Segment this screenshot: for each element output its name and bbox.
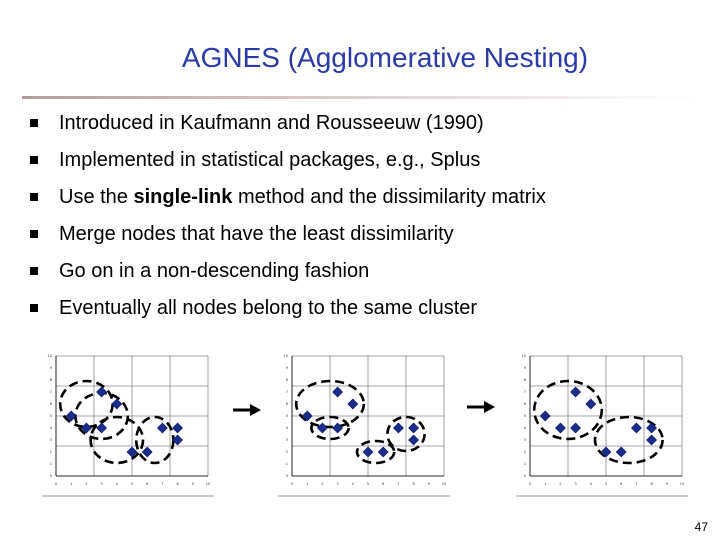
x-tick-label: 5 [130,482,134,486]
y-tick-label: 0 [285,474,288,478]
x-tick-label: 0 [54,482,58,486]
data-point [348,399,358,409]
title-divider [22,96,698,99]
bullet-text: Use the [59,186,134,208]
data-point [647,435,657,445]
x-tick-label: 3 [574,482,577,486]
y-tick-label: 2 [285,450,288,454]
square-bullet-icon [30,156,38,164]
right-arrow-icon [232,403,262,417]
y-tick-label: 10 [283,354,288,358]
x-tick-label: 1 [70,482,73,486]
y-tick-label: 8 [523,378,526,382]
y-tick-label: 1 [285,462,288,466]
y-tick-label: 9 [285,366,288,370]
x-tick-label: 10 [441,482,447,486]
y-tick-label: 8 [49,378,52,382]
data-point [157,423,167,433]
square-bullet-icon [30,304,38,312]
square-bullet-icon [30,119,38,127]
data-point [571,387,581,397]
y-tick-label: 4 [285,426,288,430]
y-tick-label: 10 [47,354,52,358]
bullet-item [28,256,708,293]
x-tick-label: 5 [604,482,608,486]
x-tick-label: 10 [205,482,211,486]
y-tick-label: 6 [285,402,288,406]
x-tick-label: 7 [161,482,164,486]
data-point [363,447,373,457]
x-tick-label: 1 [544,482,547,486]
data-point [97,387,107,397]
x-tick-label: 7 [635,482,638,486]
data-point [409,423,419,433]
bullet-text: Merge nodes that have the least dissimilarity [59,223,454,245]
y-tick-label: 7 [49,390,52,394]
x-tick-label: 9 [191,482,194,486]
x-tick-label: 1 [306,482,309,486]
x-tick-label: 0 [290,482,294,486]
y-tick-label: 2 [49,450,52,454]
slide-title: AGNES (Agglomerative Nesting) [181,42,589,73]
bullet-item [28,219,708,256]
bullet-item [28,145,708,182]
bullet-text: Eventually all nodes belong to the same cluster [59,297,478,319]
right-arrow-icon [466,400,496,414]
x-tick-label: 4 [115,482,118,486]
x-tick-label: 2 [85,482,88,486]
y-tick-label: 3 [523,438,526,442]
data-point [540,411,550,421]
bullet-text: Go on in a non-descending fashion [59,260,370,282]
bullet-item [28,182,708,219]
y-tick-label: 6 [523,402,526,406]
y-tick-label: 5 [285,414,288,418]
cluster-step-3-diagram [516,352,688,500]
bullet-list [28,108,708,330]
bullet-emphasis: single-link [133,186,233,208]
data-point [142,447,152,457]
x-tick-label: 8 [176,482,179,486]
square-bullet-icon [30,230,38,238]
x-tick-label: 0 [528,482,532,486]
x-tick-label: 6 [382,482,385,486]
data-point [97,423,107,433]
bullet-text: Implemented in statistical packages, e.g., Splus [59,149,481,171]
x-tick-label: 2 [559,482,562,486]
bullet-text: Introduced in Kaufmann and Rousseeuw (1990) [59,112,484,134]
bullet-item [28,108,708,145]
x-tick-label: 5 [366,482,370,486]
data-point [555,423,565,433]
data-point [409,435,419,445]
x-tick-label: 9 [665,482,668,486]
y-tick-label: 6 [49,402,52,406]
x-tick-label: 6 [146,482,149,486]
y-tick-label: 10 [521,354,526,358]
x-tick-label: 3 [100,482,103,486]
data-point [173,423,183,433]
y-tick-label: 1 [49,462,52,466]
x-tick-label: 4 [589,482,592,486]
data-point [631,423,641,433]
x-tick-label: 7 [397,482,400,486]
square-bullet-icon [30,193,38,201]
y-tick-label: 4 [49,426,52,430]
data-point [333,387,343,397]
data-point [571,423,581,433]
y-tick-label: 4 [523,426,526,430]
x-tick-label: 9 [427,482,430,486]
y-tick-label: 9 [49,366,52,370]
square-bullet-icon [30,267,38,275]
x-tick-label: 2 [321,482,324,486]
y-tick-label: 3 [49,438,52,442]
y-tick-label: 7 [285,390,288,394]
y-tick-label: 0 [49,474,52,478]
x-tick-label: 8 [650,482,653,486]
y-tick-label: 3 [285,438,288,442]
cluster-step-1-diagram [42,352,214,500]
y-tick-label: 5 [49,414,52,418]
page-number: 47 [694,520,708,534]
x-tick-label: 6 [620,482,623,486]
y-tick-label: 2 [523,450,526,454]
cluster-outline [91,417,143,463]
cluster-step-2-diagram [278,352,450,500]
data-point [393,423,403,433]
y-tick-label: 1 [523,462,526,466]
bullet-item [28,293,708,330]
y-tick-label: 9 [523,366,526,370]
data-point [378,447,388,457]
x-tick-label: 10 [679,482,685,486]
y-tick-label: 8 [285,378,288,382]
y-tick-label: 7 [523,390,526,394]
x-tick-label: 4 [351,482,354,486]
y-tick-label: 0 [523,474,526,478]
bullet-text: method and the dissimilarity matrix [232,186,546,208]
y-tick-label: 5 [523,414,526,418]
x-tick-label: 8 [412,482,415,486]
x-tick-label: 3 [336,482,339,486]
data-point [586,399,596,409]
data-point [616,447,626,457]
